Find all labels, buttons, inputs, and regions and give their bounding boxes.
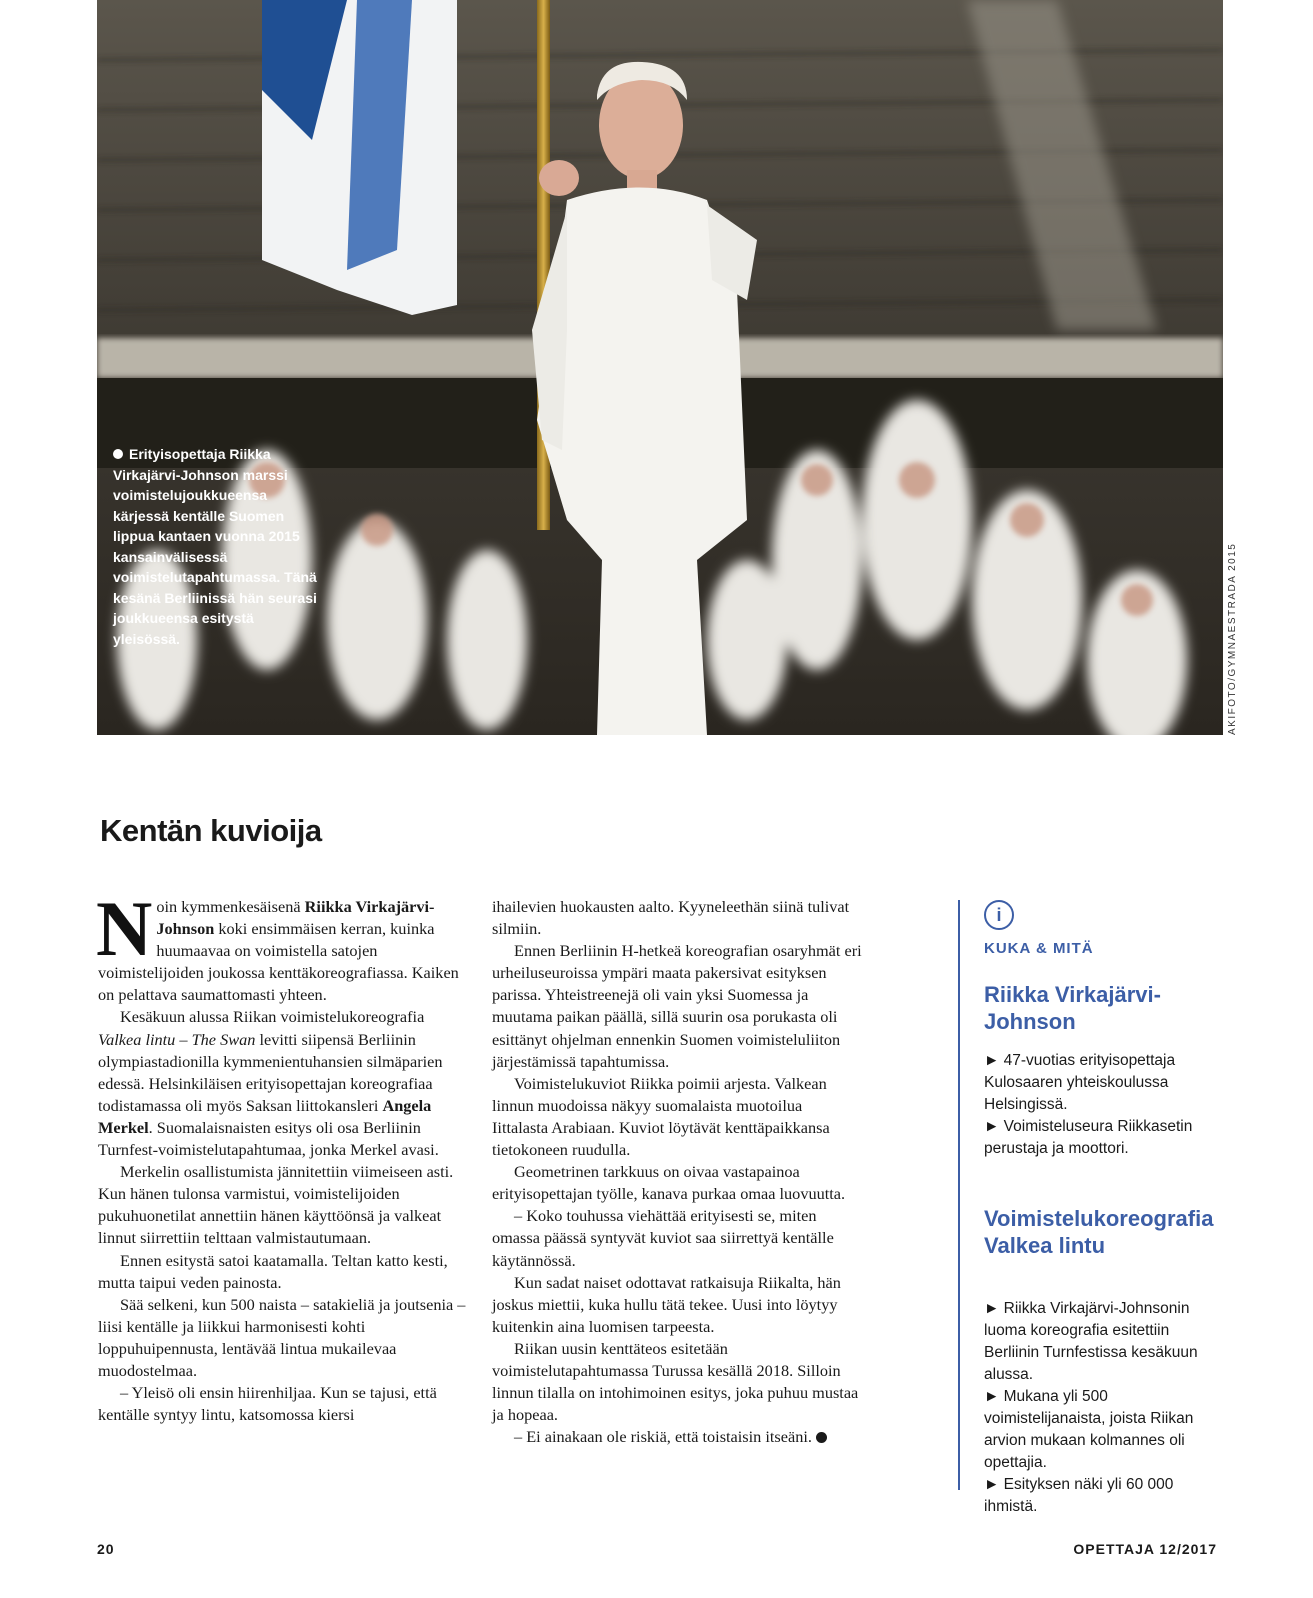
article-paragraph	[492, 1272, 862, 1338]
text-run: koki ensimmäisen kerran, kuinka huumaavaa on voimistella satojen voimistelijoiden joukossa kenttäkoreografiassa. Kaiken on pelattava saumattomasti yhteen.	[98, 919, 459, 1005]
article-paragraph	[492, 1426, 862, 1448]
text-run: Kesäkuun alussa Riikan voimistelukoreografia	[120, 1007, 425, 1027]
text-run: . Suomalaisnaisten esitys oli osa Berliinin Turnfest-voimistelutapahtumaa, jonka Merkel avasi.	[98, 1117, 439, 1160]
bullet-dot	[113, 449, 123, 459]
article-paragraph	[98, 1161, 468, 1249]
text-run: Voimistelukuviot Riikka poimii arjesta. Valkean linnun muodoissa näkyy suomalaista muotoilua Iittalasta Arabiaan. Kuviot löytävät kenttäpaikkansa tietokoneen ruudulla.	[492, 1073, 830, 1160]
sidebar-title-person: Riikka Virkajärvi-Johnson	[984, 982, 1161, 1034]
text-run: oin kymmenkesäisenä	[156, 897, 305, 916]
sidebar-list-choreography	[984, 1298, 1224, 1518]
sidebar-title-choreography: Voimistelukoreografia Valkea lintu	[984, 1206, 1214, 1258]
list-item: ► Mukana yli 500 voimistelijanaista, joista Riikan arvion mukaan kolmannes oli opettajia.	[984, 1388, 1194, 1471]
article-column-2	[492, 896, 862, 1448]
article-paragraph	[492, 1073, 862, 1161]
text-run: – Ei ainakaan ole riskiä, että toistaisin itseäni.	[514, 1427, 812, 1447]
info-sidebar	[958, 900, 1218, 1515]
text-run: Ennen Berliinin H-hetkeä koreografian osaryhmät eri urheiluseuroissa ympäri maata pakersivat esityksen parissa. Yhteistreenejä oli vain yksi Suomessa ja muutama paikan päällä, sillä suurin osa porukasta oli esittänyt ohjelman ennenkin Suomen voimisteluliiton järjestämissä tapahtumissa.	[492, 941, 862, 1071]
article-paragraph	[96, 885, 468, 1006]
text-run: Riikan uusin kenttäteos esitetään voimistelutapahtumassa Turussa kesällä 2018. Silloin linnun tilalla on intohimoinen esitys, joka puhuu mustaa ja hopeaa.	[492, 1338, 859, 1425]
article-paragraph	[98, 1294, 468, 1382]
article-paragraph	[492, 896, 862, 940]
photo-credit: AKIFOTO/GYMNAESTRADA 2015	[1227, 542, 1238, 735]
bold-name: Riikka Virkajärvi-Johnson	[156, 897, 435, 939]
sidebar-list-person	[984, 1050, 1224, 1160]
text-run: – Yleisö oli ensin hiirenhiljaa. Kun se tajusi, että kentälle syntyy lintu, katsomossa kiersi	[98, 1383, 437, 1425]
text-run: Ennen esitystä satoi kaatamalla. Teltan katto kesti, mutta taipui veden painosta.	[98, 1250, 448, 1292]
article-paragraph	[492, 1338, 862, 1426]
article-paragraph	[98, 1382, 468, 1426]
info-icon: i	[984, 900, 1014, 930]
drop-cap: N	[96, 885, 153, 972]
article-paragraph	[98, 1250, 468, 1294]
article-headline: Kentän kuvioija	[100, 813, 322, 848]
caption-text: Erityisopettaja Riikka Virkajärvi-Johnson marssi voimistelujoukkueensa kärjessä kentälle Suomen lippua kantaen vuonna 2015 kansainvälisessä voimistelutapahtumassa. Tänä kesänä Berliinissä hän seurasi joukkueensa esitystä yleisössä.	[113, 446, 317, 647]
article-paragraph	[98, 1006, 468, 1161]
article-paragraph	[492, 940, 862, 1073]
list-item: ► Voimisteluseura Riikkasetin perustaja ja moottori.	[984, 1118, 1193, 1157]
end-mark-icon	[816, 1432, 827, 1443]
text-run: Merkelin osallistumista jännitettiin viimeiseen asti. Kun hänen tulonsa varmistui, voimistelijoiden pukuhuonetilat annettiin hänen käyttöönsä ja valkeat linnut siirrettiin telttaan valmistautumaan.	[98, 1162, 454, 1248]
hero-photo	[97, 0, 1223, 735]
bold-name: Angela Merkel	[98, 1095, 432, 1137]
text-run: – Koko touhussa viehättää erityisesti se, miten omassa päässä syntyvät kuviot saa siirrettyä kentälle käytännössä.	[492, 1206, 834, 1270]
article-paragraph	[492, 1161, 862, 1205]
publication-issue: OPETTAJA 12/2017	[1073, 1541, 1217, 1557]
text-run: Kun sadat naiset odottavat ratkaisuja Riikalta, hän joskus miettii, kuka hullu tätä tekee. Uusi into löytyy kuitenkin aina luomisen tarpeesta.	[492, 1272, 841, 1336]
text-run: ihailevien huokausten aalto. Kyyneleethän siinä tulivat silmiin.	[492, 897, 850, 939]
article-paragraph	[492, 1205, 862, 1271]
sidebar-label: KUKA & MITÄ	[984, 940, 1094, 957]
text-run: Geometrinen tarkkuus on oivaa vastapainoa erityisopettajan työlle, kanava purkaa omaa luovuutta.	[492, 1162, 846, 1204]
photo-caption	[113, 444, 323, 649]
article-column-1	[96, 885, 468, 1426]
italic-title: Valkea lintu – The Swan	[98, 1029, 256, 1049]
page-number: 20	[97, 1541, 115, 1557]
text-run: levitti siipensä Berliinin olympiastadionilla kymmenientuhansien silmäparien edessä. Helsinkiläisen erityisopettajan koreografiaa todistamassa oli myös Saksan liittokansleri	[98, 1029, 443, 1115]
list-item: ► 47-vuotias erityisopettaja Kulosaaren yhteiskoulussa Helsingissä.	[984, 1052, 1176, 1113]
list-item: ► Esityksen näki yli 60 000 ihmistä.	[984, 1476, 1174, 1515]
text-run: Sää selkeni, kun 500 naista – satakieliä ja joutsenia – liisi kentälle ja liikkui harmonisesti kohti loppuhuipennusta, lentävää lintua mukailevaa muodostelmaa.	[98, 1294, 466, 1380]
list-item: ► Riikka Virkajärvi-Johnsonin luoma koreografia esitettiin Berliinin Turnfestissa kesäkuun alussa.	[984, 1300, 1198, 1383]
